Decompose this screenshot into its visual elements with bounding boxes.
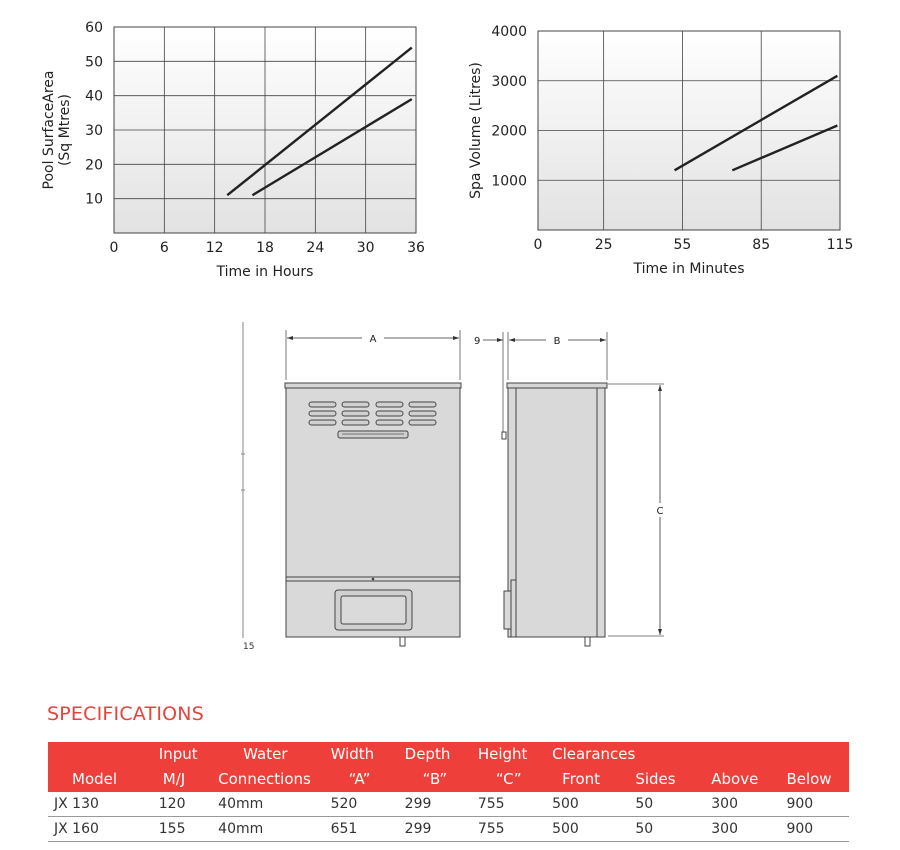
louver-slot xyxy=(409,411,436,416)
charts-area xyxy=(0,0,900,300)
spec-header-cell xyxy=(48,742,159,792)
spec-cell: 300 xyxy=(711,817,786,842)
x-tick-label: 115 xyxy=(826,237,854,253)
spec-cell: 900 xyxy=(786,792,849,817)
spec-row xyxy=(48,817,849,842)
spec-cell: 755 xyxy=(478,817,552,842)
front-view xyxy=(285,330,461,646)
spec-cell: 300 xyxy=(711,792,786,817)
x-tick-label: 0 xyxy=(533,237,543,253)
y-tick-label: 3000 xyxy=(491,73,527,90)
louver-slot xyxy=(376,411,403,416)
specifications-title: SPECIFICATIONS xyxy=(47,703,204,725)
spec-header-line-2: “A” xyxy=(348,770,371,788)
spec-header-cell xyxy=(331,742,405,792)
louver-slot xyxy=(342,402,369,407)
spec-header-line-1 xyxy=(635,742,711,767)
spec-header-line-2: Connections xyxy=(218,770,311,788)
heater-diagram xyxy=(0,300,900,670)
louver-slot xyxy=(409,402,436,407)
x-tick-label: 24 xyxy=(306,240,325,256)
spec-cell: 50 xyxy=(635,792,711,817)
x-tick-label: 30 xyxy=(356,240,375,256)
x-tick-label: 36 xyxy=(407,240,425,256)
spec-header-line-1: Height xyxy=(477,745,528,763)
specifications-table xyxy=(48,742,849,842)
spec-header-line-1: Clearances xyxy=(552,745,636,763)
x-tick-label: 85 xyxy=(752,237,771,253)
louver-slot xyxy=(309,411,336,416)
x-tick-label: 0 xyxy=(109,240,119,256)
spec-header-line-2: “B” xyxy=(422,770,448,788)
spec-header-cell xyxy=(711,742,786,792)
dimension-a-label: A xyxy=(369,334,377,345)
louver-slot xyxy=(376,402,403,407)
spec-cell: 900 xyxy=(786,817,849,842)
spec-cell: 40mm xyxy=(218,792,330,817)
spec-cell: 120 xyxy=(159,792,218,817)
louver-slot xyxy=(342,420,369,425)
spec-cell: 40mm xyxy=(218,817,330,842)
spec-header-cell xyxy=(159,742,218,792)
spec-header-line-2: M/J xyxy=(162,770,186,788)
spec-header-cell xyxy=(405,742,478,792)
louver-slot xyxy=(376,420,403,425)
spec-cell: 155 xyxy=(159,817,218,842)
louver-slot xyxy=(309,420,336,425)
x-axis-label: Time in Hours xyxy=(216,264,314,280)
louver-slot xyxy=(409,420,436,425)
spec-header-line-1: Width xyxy=(330,745,375,763)
y-tick-label: 20 xyxy=(85,157,103,174)
spec-header-line-1: Input xyxy=(158,745,198,763)
spec-header-cell xyxy=(218,742,330,792)
x-tick-label: 25 xyxy=(594,237,613,253)
spec-cell: JX 130 xyxy=(48,792,159,817)
spec-header-line-2: Below xyxy=(786,770,832,788)
x-tick-label: 12 xyxy=(205,240,224,256)
y-axis-label: Pool SurfaceArea xyxy=(41,70,57,190)
pool-chart xyxy=(41,20,425,280)
spec-cell: 299 xyxy=(405,792,478,817)
y-axis-label: (Sq Mtres) xyxy=(57,93,73,167)
side-view xyxy=(474,332,664,646)
spec-header-line-2: Model xyxy=(72,770,118,788)
dimension-c-label: C xyxy=(656,506,664,517)
spa-chart xyxy=(468,24,853,277)
y-tick-label: 30 xyxy=(85,123,103,139)
spec-cell: 755 xyxy=(478,792,552,817)
specifications-header-row xyxy=(48,742,849,792)
spec-header-cell xyxy=(552,742,635,792)
x-tick-label: 18 xyxy=(256,240,274,256)
spec-header-cell xyxy=(478,742,552,792)
spec-cell: 520 xyxy=(331,792,405,817)
spec-header-cell xyxy=(786,742,849,792)
dimension-b-label: B xyxy=(553,336,561,347)
y-axis-label: Spa Volume (Litres) xyxy=(468,62,484,199)
louver-slot xyxy=(309,402,336,407)
spec-header-line-2: “C” xyxy=(495,770,522,788)
spec-header-line-2: Above xyxy=(711,770,759,788)
spec-cell: 500 xyxy=(552,817,635,842)
louver-slot xyxy=(342,411,369,416)
y-tick-label: 10 xyxy=(85,191,103,208)
x-tick-label: 55 xyxy=(673,237,692,253)
spec-cell: 500 xyxy=(552,792,635,817)
specifications-body xyxy=(48,792,849,842)
spec-cell: 50 xyxy=(635,817,711,842)
spec-header-line-1 xyxy=(48,742,159,767)
spec-cell: JX 160 xyxy=(48,817,159,842)
y-tick-label: 50 xyxy=(85,54,103,71)
spec-header-line-1 xyxy=(711,742,786,767)
dimension-15-label: 15 xyxy=(243,642,255,652)
spec-header-cell xyxy=(635,742,711,792)
x-axis-label: Time in Minutes xyxy=(633,261,745,277)
y-tick-label: 2000 xyxy=(491,123,527,140)
spec-cell: 299 xyxy=(405,817,478,842)
y-tick-label: 1000 xyxy=(491,173,527,190)
dimension-9-label: 9 xyxy=(474,336,481,347)
spec-header-line-2: Front xyxy=(562,770,601,788)
spec-cell: 651 xyxy=(331,817,405,842)
x-tick-label: 6 xyxy=(159,240,169,256)
spec-header-line-1 xyxy=(786,742,849,767)
y-tick-label: 4000 xyxy=(491,24,527,40)
y-tick-label: 60 xyxy=(85,20,103,36)
spec-header-line-1: Depth xyxy=(404,745,451,763)
spec-row xyxy=(48,792,849,817)
spec-header-line-1: Water xyxy=(243,745,288,763)
spec-header-line-2: Sides xyxy=(635,770,676,788)
y-tick-label: 40 xyxy=(85,88,103,105)
